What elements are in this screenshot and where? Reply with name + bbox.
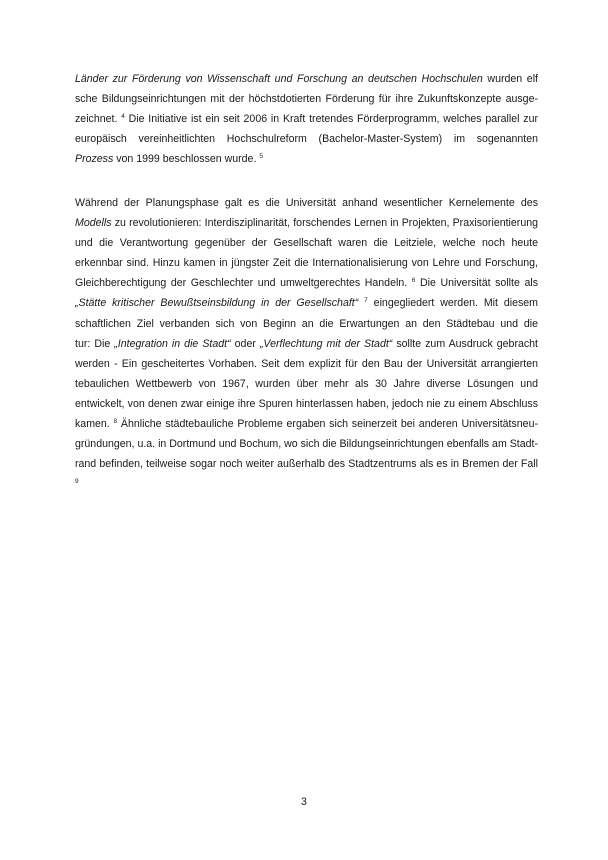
text-run: zeichnet. — [75, 113, 122, 126]
text-run: europäisch vereinheitlichten Hochschulreform (Bachelor-Master-System) im sogenannten — [75, 133, 538, 146]
footnote-marker: 6 — [411, 277, 416, 285]
text-run: sollte zum Ausdruck gebracht — [392, 337, 538, 350]
text-line — [75, 474, 538, 494]
text-run: rand befinden, teilweise sogar noch weiter außerhalb des Stadtzentrums als es in Bremen der Fall — [75, 458, 538, 471]
text-run: tebaulichen Wettbewerb von 1967, wurden über mehr als 30 Jahre diverse Lösungen und — [75, 377, 538, 390]
text-run: oder — [230, 337, 260, 350]
text-run: Während der Planungsphase galt es die Universität anhand wesentlicher Kernelemente des — [75, 197, 538, 209]
italic-text: Länder zur Förderung von Wissenschaft und Forschung an deutschen Hochschulen — [75, 73, 483, 85]
text-run: tur: Die — [75, 337, 115, 350]
footnote-marker: 8 — [113, 418, 118, 426]
footnote-marker: 4 — [121, 113, 125, 121]
text-line — [75, 354, 538, 374]
text-run: zu revolutionieren: Interdisziplinarität, forschendes Lernen in Projekten, Praxisorientierung — [111, 217, 538, 230]
text-line — [75, 434, 538, 454]
italic-text: Prozess — [75, 153, 114, 166]
italic-text: „Integration in die Stadt“ — [114, 337, 231, 350]
footnote-marker: 5 — [259, 153, 263, 161]
italic-text: Modells — [75, 217, 112, 230]
text-line — [75, 129, 538, 149]
footnote-marker: 7 — [364, 297, 368, 305]
text-run: von 1999 beschlossen wurde. — [113, 153, 260, 166]
text-run: wurden elf — [487, 73, 538, 85]
text-run: erkennbar sind. Hinzu kamen in jüngster Zeit die Internationalisierung von Lehre und Forschung, — [75, 257, 538, 270]
text-run: eingegliedert werden. Mit diesem — [373, 297, 538, 310]
italic-text: „Verflechtung mit der Stadt“ — [259, 337, 393, 350]
text-run: Die Initiative ist ein seit 2006 in Kraft tretendes Förderprogramm, welches parallel zur — [124, 113, 538, 126]
text-run: sche Bildungseinrichtungen mit der höchstdotierten Förderung für ihre Zukunftskonzepte ausge- — [75, 93, 538, 106]
text-run: Die Universität sollte als — [419, 277, 538, 290]
text-line — [75, 193, 538, 213]
text-line — [75, 273, 538, 293]
page-number: 3 — [301, 796, 307, 808]
text-line — [75, 253, 538, 273]
text-run: und die Verantwortung gegenüber der Gesellschaft waren die Leitziele, welche noch heute — [75, 237, 538, 250]
text-line — [75, 213, 538, 233]
footnote-marker: 9 — [75, 478, 79, 486]
text-line — [75, 394, 538, 414]
text-line — [75, 374, 538, 394]
text-line — [75, 69, 538, 89]
text-line — [75, 149, 538, 169]
paragraph-2 — [75, 193, 538, 494]
text-line — [75, 414, 538, 434]
text-run: werden - Ein gescheitertes Vorhaben. Seit dem explizit für den Bau der Universität arrangierten — [75, 357, 538, 370]
text-line — [75, 233, 538, 253]
italic-text: „Stätte kritischer Bewußtseinsbildung in der Gesellschaft“ — [75, 297, 359, 310]
text-run: Ähnliche städtebauliche Probleme ergaben sich seinerzeit bei anderen Universitätsneu- — [117, 418, 538, 431]
text-run: entwickelt, von denen zwar einige ihre Spuren hinterlassen haben, jedoch nie zu einem Abschluss — [75, 397, 538, 410]
text-line — [75, 454, 538, 474]
text-run: schaftlichen Ziel verbanden sich von Beginn an die Erwartungen an den Städtebau und die — [75, 317, 538, 330]
text-run: kamen. — [75, 418, 114, 431]
text-line — [75, 109, 538, 129]
text-line — [75, 293, 538, 313]
text-run: gründungen, u.a. in Dortmund und Bochum, wo sich die Bildungseinrichtungen ebenfalls am Stadt- — [75, 438, 538, 451]
text-line — [75, 314, 538, 334]
text-line — [75, 334, 538, 354]
paragraph-1 — [75, 69, 538, 169]
text-line — [75, 89, 538, 109]
text-run: Gleichberechtigung der Geschlechter und umweltgerechtes Handeln. — [75, 277, 412, 290]
